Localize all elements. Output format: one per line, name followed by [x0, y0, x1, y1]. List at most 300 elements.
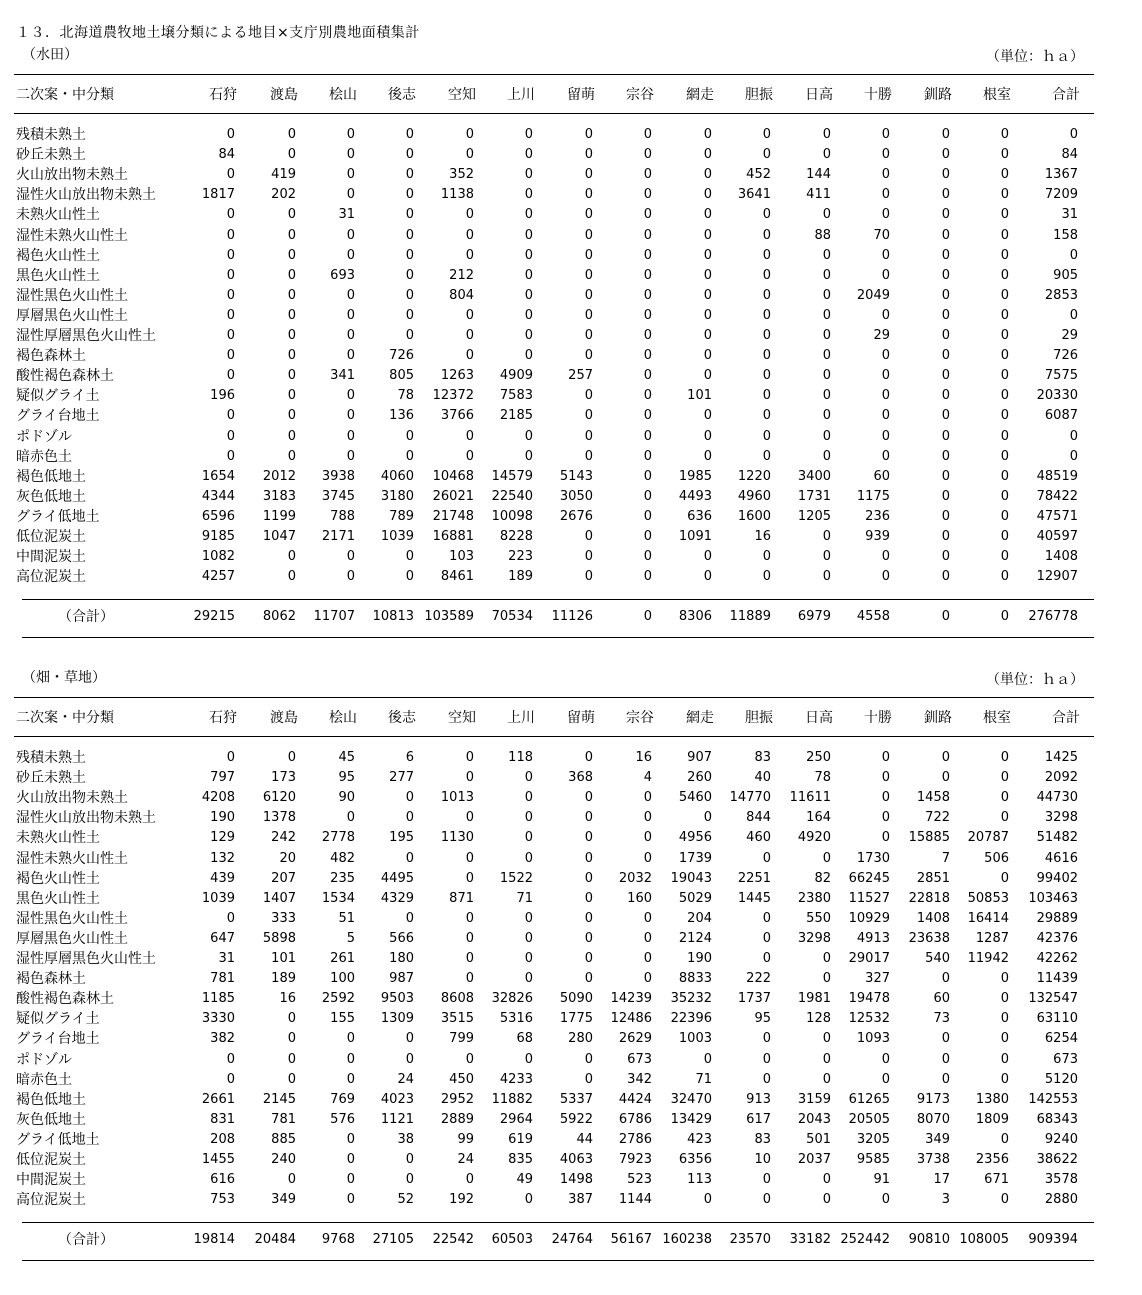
total-value-cell: 60503	[491, 1232, 533, 1248]
value-cell: 0	[762, 850, 771, 866]
value-cell: 550	[806, 910, 831, 926]
value-cell: 0	[346, 167, 355, 183]
value-cell: 0	[226, 368, 235, 384]
value-cell: 0	[643, 167, 652, 183]
value-cell: 0	[465, 910, 474, 926]
value-cell: 0	[941, 488, 950, 504]
value-cell: 0	[226, 167, 235, 183]
value-cell: 0	[762, 147, 771, 163]
value-cell: 2185	[499, 408, 533, 424]
table-row	[14, 828, 1094, 848]
total-top-rule	[22, 599, 1094, 600]
value-cell: 14239	[610, 991, 652, 1007]
column-header: 胆振	[745, 710, 773, 726]
value-cell: 44	[576, 1131, 593, 1147]
value-cell: 0	[1000, 348, 1009, 364]
value-cell: 16	[754, 529, 771, 544]
value-cell: 11439	[1036, 971, 1078, 987]
value-cell: 0	[762, 930, 771, 946]
value-cell: 0	[226, 328, 235, 343]
value-cell: 52	[397, 1192, 414, 1208]
value-cell: 82	[814, 870, 831, 886]
value-cell: 0	[643, 830, 652, 846]
value-cell: 0	[226, 207, 235, 223]
total-bottom-rule	[22, 637, 1094, 638]
value-cell: 1003	[678, 1031, 712, 1047]
value-cell: 0	[524, 810, 533, 826]
soil-class-name: 酸性褐色森林土	[16, 368, 114, 385]
value-cell: 78	[814, 770, 831, 786]
value-cell: 0	[405, 448, 414, 464]
value-cell: 14770	[729, 790, 771, 806]
value-cell: 1817	[201, 187, 235, 203]
value-cell: 1981	[797, 991, 831, 1007]
value-cell: 0	[1000, 1051, 1009, 1067]
value-cell: 0	[881, 388, 890, 404]
value-cell: 722	[925, 810, 950, 826]
soil-class-name: 砂丘未熟土	[16, 770, 86, 787]
value-cell: 0	[287, 267, 296, 283]
value-cell: 0	[941, 468, 950, 484]
value-cell: 3050	[559, 488, 593, 504]
value-cell: 1175	[856, 488, 890, 504]
value-cell: 769	[330, 1091, 355, 1107]
value-cell: 101	[687, 388, 712, 404]
unit-label: （単位：ｈａ）	[986, 49, 1084, 65]
value-cell: 250	[806, 750, 831, 765]
value-cell: 71	[695, 1071, 712, 1087]
value-cell: 0	[643, 850, 652, 866]
soil-class-name: ポドゾル	[16, 428, 72, 445]
total-row	[14, 607, 1094, 627]
value-cell: 103463	[1028, 890, 1078, 906]
value-cell: 0	[524, 910, 533, 926]
value-cell: 0	[822, 368, 831, 384]
value-cell: 4493	[678, 488, 712, 504]
value-cell: 0	[405, 307, 414, 323]
value-cell: 60	[933, 991, 950, 1007]
value-cell: 24	[457, 1152, 474, 1167]
value-cell: 647	[210, 930, 235, 946]
value-cell: 0	[941, 428, 950, 444]
value-cell: 16	[279, 991, 296, 1007]
table-row	[14, 406, 1094, 426]
value-cell: 3578	[1044, 1172, 1078, 1188]
value-cell: 0	[643, 448, 652, 464]
value-cell: 2851	[916, 870, 950, 886]
value-cell: 2964	[499, 1111, 533, 1127]
total-value-cell: 90810	[908, 1232, 950, 1248]
value-cell: 0	[1000, 750, 1009, 765]
value-cell: 0	[584, 810, 593, 826]
value-cell: 0	[643, 227, 652, 243]
value-cell: 0	[346, 307, 355, 323]
value-cell: 100	[330, 971, 355, 987]
table-row	[14, 808, 1094, 828]
value-cell: 0	[287, 549, 296, 565]
value-cell: 0	[584, 408, 593, 424]
table-row	[14, 1050, 1094, 1070]
column-header: 石狩	[209, 87, 237, 103]
value-cell: 3183	[262, 488, 296, 504]
value-cell: 1809	[975, 1111, 1009, 1127]
value-cell: 6087	[1044, 408, 1078, 424]
table-row	[14, 989, 1094, 1009]
value-cell: 0	[584, 247, 593, 263]
value-cell: 71	[516, 890, 533, 906]
value-cell: 0	[465, 147, 474, 163]
column-header: 渡島	[270, 710, 298, 726]
value-cell: 242	[271, 830, 296, 846]
value-cell: 0	[941, 147, 950, 163]
value-cell: 90	[338, 790, 355, 806]
total-value-cell: 9768	[321, 1232, 355, 1248]
value-cell: 0	[584, 147, 593, 163]
value-cell: 3515	[440, 1011, 474, 1027]
value-cell: 1199	[262, 508, 296, 524]
value-cell: 0	[346, 328, 355, 343]
value-cell: 0	[1000, 810, 1009, 826]
value-cell: 0	[287, 1172, 296, 1188]
value-cell: 0	[1000, 870, 1009, 886]
value-cell: 5029	[678, 890, 712, 906]
value-cell: 0	[881, 408, 890, 424]
value-cell: 1309	[380, 1011, 414, 1027]
value-cell: 0	[465, 127, 474, 142]
value-cell: 0	[1000, 167, 1009, 183]
value-cell: 2043	[797, 1111, 831, 1127]
value-cell: 0	[287, 348, 296, 364]
value-cell: 5143	[559, 468, 593, 484]
value-cell: 66245	[848, 870, 890, 886]
value-cell: 0	[226, 307, 235, 323]
value-cell: 0	[584, 267, 593, 283]
value-cell: 452	[746, 167, 771, 183]
value-cell: 0	[822, 850, 831, 866]
value-cell: 506	[984, 850, 1009, 866]
value-cell: 0	[524, 790, 533, 806]
value-cell: 0	[287, 750, 296, 765]
value-cell: 9185	[201, 529, 235, 544]
value-cell: 0	[1000, 971, 1009, 987]
value-cell: 0	[465, 328, 474, 343]
value-cell: 0	[524, 227, 533, 243]
value-cell: 0	[584, 348, 593, 364]
value-cell: 0	[822, 1192, 831, 1208]
value-cell: 31	[338, 207, 355, 223]
total-value-cell: 276778	[1028, 609, 1078, 625]
column-header: 留萌	[567, 87, 595, 103]
value-cell: 0	[941, 388, 950, 404]
value-cell: 1082	[201, 549, 235, 565]
value-cell: 0	[584, 951, 593, 966]
value-cell: 501	[806, 1131, 831, 1147]
value-cell: 1730	[856, 850, 890, 866]
value-cell: 158	[1053, 227, 1078, 243]
soil-class-name: 黒色火山性土	[16, 890, 100, 907]
value-cell: 4257	[201, 569, 235, 585]
total-top-rule	[22, 1222, 1094, 1223]
value-cell: 3766	[440, 408, 474, 424]
value-cell: 49	[516, 1172, 533, 1188]
value-cell: 0	[881, 147, 890, 163]
section-label: （水田）	[22, 47, 78, 63]
value-cell: 78422	[1036, 488, 1078, 504]
table-row	[14, 1170, 1094, 1190]
soil-class-name: 中間泥炭土	[16, 1172, 86, 1189]
value-cell: 0	[762, 267, 771, 283]
value-cell: 0	[762, 307, 771, 323]
value-cell: 4023	[380, 1091, 414, 1107]
value-cell: 207	[271, 870, 296, 886]
value-cell: 0	[1069, 307, 1078, 323]
value-cell: 0	[405, 127, 414, 142]
value-cell: 0	[465, 930, 474, 946]
value-cell: 2092	[1044, 770, 1078, 786]
total-value-cell: 20484	[254, 1232, 296, 1248]
value-cell: 84	[1061, 147, 1078, 163]
soil-class-name: 褐色低地土	[16, 468, 86, 485]
value-cell: 32470	[670, 1091, 712, 1107]
value-cell: 0	[1000, 1131, 1009, 1147]
value-cell: 204	[687, 910, 712, 926]
value-cell: 280	[568, 1031, 593, 1047]
value-cell: 0	[1000, 770, 1009, 786]
table-row	[14, 205, 1094, 225]
value-cell: 0	[1000, 227, 1009, 243]
value-cell: 3	[941, 1192, 950, 1208]
value-cell: 12372	[432, 388, 474, 404]
value-cell: 0	[762, 448, 771, 464]
value-cell: 523	[627, 1172, 652, 1188]
value-cell: 1039	[201, 890, 235, 906]
value-cell: 0	[465, 850, 474, 866]
soil-class-name: 灰色低地土	[16, 488, 86, 505]
value-cell: 0	[822, 267, 831, 283]
header-top-rule	[14, 74, 1094, 75]
value-cell: 31	[218, 951, 235, 966]
value-cell: 797	[210, 770, 235, 786]
value-cell: 1130	[440, 830, 474, 846]
value-cell: 0	[346, 810, 355, 826]
value-cell: 0	[584, 910, 593, 926]
value-cell: 0	[703, 368, 712, 384]
value-cell: 0	[584, 388, 593, 404]
value-cell: 0	[524, 307, 533, 323]
soil-class-name: 黒色火山性土	[16, 267, 100, 284]
value-cell: 0	[584, 287, 593, 303]
value-cell: 0	[465, 750, 474, 765]
value-cell: 10929	[848, 910, 890, 926]
column-header: 渡島	[270, 87, 298, 103]
value-cell: 5120	[1044, 1071, 1078, 1087]
value-cell: 576	[330, 1111, 355, 1127]
soil-class-name: 未熟火山性土	[16, 830, 100, 847]
value-cell: 0	[703, 247, 712, 263]
value-cell: 20787	[967, 830, 1009, 846]
value-cell: 2356	[975, 1152, 1009, 1167]
value-cell: 844	[746, 810, 771, 826]
value-cell: 0	[822, 1031, 831, 1047]
value-cell: 16	[635, 750, 652, 765]
value-cell: 223	[508, 549, 533, 565]
soil-class-name: 湿性黒色火山性土	[16, 287, 128, 304]
value-cell: 0	[226, 448, 235, 464]
value-cell: 51	[338, 910, 355, 926]
value-cell: 7209	[1044, 187, 1078, 203]
value-cell: 0	[584, 1071, 593, 1087]
value-cell: 0	[226, 348, 235, 364]
value-cell: 0	[405, 428, 414, 444]
value-cell: 0	[287, 147, 296, 163]
table-row	[14, 185, 1094, 205]
value-cell: 0	[524, 448, 533, 464]
value-cell: 0	[703, 167, 712, 183]
value-cell: 0	[881, 307, 890, 323]
value-cell: 1407	[262, 890, 296, 906]
value-cell: 0	[881, 770, 890, 786]
value-cell: 235	[330, 870, 355, 886]
soil-class-name: 湿性未熟火山性土	[16, 850, 128, 867]
value-cell: 144	[806, 167, 831, 183]
value-cell: 4	[643, 770, 652, 786]
value-cell: 0	[584, 971, 593, 987]
total-value-cell: 0	[1000, 609, 1009, 625]
value-cell: 10098	[491, 508, 533, 524]
soil-class-name: 疑似グライ土	[16, 1011, 100, 1028]
value-cell: 8461	[440, 569, 474, 585]
value-cell: 0	[1000, 790, 1009, 806]
value-cell: 4956	[678, 830, 712, 846]
value-cell: 0	[881, 750, 890, 765]
value-cell: 0	[941, 448, 950, 464]
value-cell: 0	[524, 348, 533, 364]
value-cell: 20330	[1036, 388, 1078, 404]
value-cell: 0	[762, 1172, 771, 1188]
value-cell: 1138	[440, 187, 474, 203]
value-cell: 4233	[499, 1071, 533, 1087]
value-cell: 0	[703, 328, 712, 343]
value-cell: 871	[449, 890, 474, 906]
value-cell: 22540	[491, 488, 533, 504]
soil-class-name: 湿性厚層黒色火山性土	[16, 328, 156, 344]
column-header: 日高	[805, 710, 833, 726]
value-cell: 0	[703, 408, 712, 424]
value-cell: 2629	[618, 1031, 652, 1047]
value-cell: 0	[643, 328, 652, 343]
table-row	[14, 487, 1094, 507]
value-cell: 0	[584, 850, 593, 866]
value-cell: 0	[405, 1152, 414, 1167]
value-cell: 0	[822, 348, 831, 364]
value-cell: 1455	[201, 1152, 235, 1167]
value-cell: 0	[881, 569, 890, 585]
value-cell: 788	[330, 508, 355, 524]
value-cell: 0	[643, 971, 652, 987]
value-cell: 11611	[789, 790, 831, 806]
value-cell: 2661	[201, 1091, 235, 1107]
value-cell: 382	[210, 1031, 235, 1047]
value-cell: 2049	[856, 287, 890, 303]
value-cell: 0	[1000, 187, 1009, 203]
value-cell: 1522	[499, 870, 533, 886]
table-row	[14, 1130, 1094, 1150]
value-cell: 35232	[670, 991, 712, 1007]
value-cell: 0	[465, 951, 474, 966]
value-cell: 0	[524, 187, 533, 203]
table-row	[14, 527, 1094, 547]
value-cell: 0	[584, 930, 593, 946]
value-cell: 0	[405, 328, 414, 343]
value-cell: 13429	[670, 1111, 712, 1127]
value-cell: 6254	[1044, 1031, 1078, 1047]
soil-class-name: 厚層黒色火山性土	[16, 930, 128, 947]
table-row	[14, 768, 1094, 788]
value-cell: 0	[584, 207, 593, 223]
value-cell: 1367	[1044, 167, 1078, 183]
value-cell: 0	[703, 1051, 712, 1067]
value-cell: 0	[881, 428, 890, 444]
soil-class-name: グライ低地土	[16, 1131, 100, 1148]
value-cell: 0	[941, 247, 950, 263]
value-cell: 0	[346, 1172, 355, 1188]
soil-class-name: 厚層黒色火山性土	[16, 307, 128, 324]
value-cell: 5090	[559, 991, 593, 1007]
value-cell: 673	[627, 1051, 652, 1067]
value-cell: 333	[271, 910, 296, 926]
column-header: 空知	[448, 87, 476, 103]
value-cell: 0	[762, 1051, 771, 1067]
value-cell: 99	[457, 1131, 474, 1147]
table-row	[14, 246, 1094, 266]
value-cell: 2592	[321, 991, 355, 1007]
column-header: 桧山	[329, 710, 357, 726]
value-cell: 0	[703, 810, 712, 826]
value-cell: 0	[524, 930, 533, 946]
total-value-cell: 11126	[551, 609, 593, 625]
value-cell: 1731	[797, 488, 831, 504]
value-cell: 341	[330, 368, 355, 384]
value-cell: 0	[584, 167, 593, 183]
soil-class-name: グライ台地土	[16, 408, 100, 425]
value-cell: 118	[508, 750, 533, 765]
value-cell: 0	[524, 971, 533, 987]
value-cell: 0	[1000, 1192, 1009, 1208]
value-cell: 136	[389, 408, 414, 424]
value-cell: 987	[389, 971, 414, 987]
value-cell: 2786	[618, 1131, 652, 1147]
value-cell: 11942	[967, 951, 1009, 966]
value-cell: 540	[925, 951, 950, 966]
value-cell: 0	[822, 388, 831, 404]
value-cell: 835	[508, 1152, 533, 1167]
value-cell: 566	[389, 930, 414, 946]
value-cell: 0	[941, 770, 950, 786]
value-cell: 0	[287, 227, 296, 243]
table-row	[14, 165, 1094, 185]
value-cell: 192	[449, 1192, 474, 1208]
value-cell: 45	[338, 750, 355, 765]
soil-class-name: 褐色低地土	[16, 1091, 86, 1108]
value-cell: 21748	[432, 508, 474, 524]
value-cell: 16414	[967, 910, 1009, 926]
value-cell: 1425	[1044, 750, 1078, 765]
value-cell: 0	[643, 408, 652, 424]
value-cell: 0	[703, 227, 712, 243]
soil-class-name: 褐色火山性土	[16, 247, 100, 264]
soil-class-name: 湿性黒色火山性土	[16, 910, 128, 927]
value-cell: 0	[584, 790, 593, 806]
